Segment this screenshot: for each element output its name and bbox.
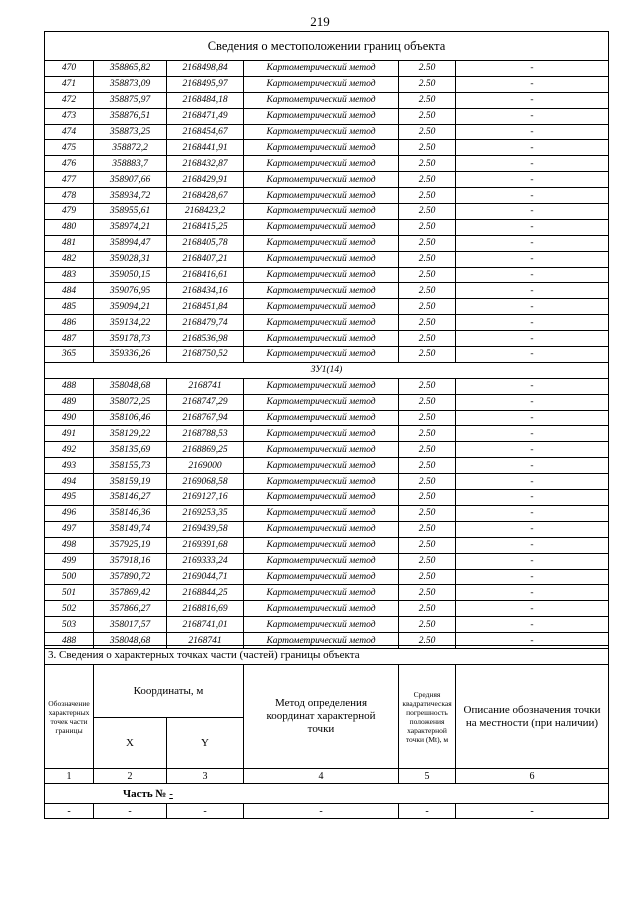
description-cell: - [456,172,609,188]
point-number-cell: 500 [45,569,94,585]
method-cell: Картометрический метод [244,315,399,331]
y-coordinate-cell: 2169391,68 [167,537,244,553]
method-cell: Картометрический метод [244,490,399,506]
method-cell: Картометрический метод [244,410,399,426]
table-row [45,315,609,331]
point-number-cell: 490 [45,410,94,426]
point-number-cell: 491 [45,426,94,442]
table-row [45,585,609,601]
y-coordinate-cell: 2169333,24 [167,553,244,569]
description-cell: - [456,601,609,617]
method-cell: Картометрический метод [244,283,399,299]
x-coordinate-cell: 358159,19 [94,474,167,490]
point-number-cell: 501 [45,585,94,601]
y-coordinate-cell: 2169000 [167,458,244,474]
point-number-cell: 365 [45,347,94,363]
column-number: 1 [45,769,94,784]
description-cell: - [456,315,609,331]
mean-error-cell: 2.50 [399,585,456,601]
part-number-row [45,784,609,804]
x-coordinate-cell: 358048,68 [94,633,167,649]
y-coordinate-cell: 2168741 [167,378,244,394]
table-row [45,617,609,633]
x-coordinate-cell: 358873,25 [94,124,167,140]
method-cell: Картометрический метод [244,331,399,347]
table-row [45,490,609,506]
mean-error-cell: 2.50 [399,521,456,537]
y-coordinate-cell: 2168429,91 [167,172,244,188]
mean-error-cell: 2.50 [399,61,456,77]
y-coordinate-cell: 2168415,25 [167,219,244,235]
x-coordinate-cell: 358876,51 [94,108,167,124]
method-cell: Картометрический метод [244,474,399,490]
table-row [45,410,609,426]
method-cell: Картометрический метод [244,617,399,633]
section-3-title: 3. Сведения о характерных точках части (частей) границы объекта [45,646,609,665]
y-coordinate-cell: 2168405,78 [167,235,244,251]
y-coordinate-cell: 2168451,84 [167,299,244,315]
point-number-cell: 499 [45,553,94,569]
point-number-cell: 494 [45,474,94,490]
x-coordinate-cell: 357866,27 [94,601,167,617]
description-cell: - [456,442,609,458]
description-cell: - [456,347,609,363]
boundary-points-table [44,31,609,649]
point-number-cell: 496 [45,505,94,521]
point-number-cell: 481 [45,235,94,251]
point-number-cell: 495 [45,490,94,506]
mean-error-cell: 2.50 [399,537,456,553]
empty-cell: - [45,804,94,819]
point-number-cell: 497 [45,521,94,537]
mean-error-cell: 2.50 [399,267,456,283]
table-row [45,569,609,585]
description-cell: - [456,633,609,649]
method-cell: Картометрический метод [244,299,399,315]
column-number: 3 [167,769,244,784]
x-coordinate-cell: 357869,42 [94,585,167,601]
x-coordinate-cell: 358907,66 [94,172,167,188]
method-cell: Картометрический метод [244,204,399,220]
method-cell: Картометрический метод [244,442,399,458]
mean-error-cell: 2.50 [399,204,456,220]
method-cell: Картометрический метод [244,521,399,537]
y-coordinate-cell: 2168432,87 [167,156,244,172]
column-number: 6 [456,769,609,784]
y-coordinate-cell: 2168434,16 [167,283,244,299]
method-cell: Картометрический метод [244,347,399,363]
mean-error-cell: 2.50 [399,76,456,92]
y-coordinate-cell: 2168479,74 [167,315,244,331]
method-cell: Картометрический метод [244,92,399,108]
x-coordinate-cell: 359028,31 [94,251,167,267]
empty-cell: - [167,804,244,819]
mean-error-cell: 2.50 [399,331,456,347]
description-cell: - [456,283,609,299]
method-cell: Картометрический метод [244,251,399,267]
point-number-cell: 472 [45,92,94,108]
table-row [45,505,609,521]
point-number-cell: 474 [45,124,94,140]
y-coordinate-cell: 2168441,91 [167,140,244,156]
x-coordinate-cell: 358146,36 [94,505,167,521]
method-cell: Картометрический метод [244,537,399,553]
method-cell: Картометрический метод [244,505,399,521]
empty-cell: - [456,804,609,819]
header-y: Y [167,718,244,769]
y-coordinate-cell: 2168407,21 [167,251,244,267]
description-cell: - [456,474,609,490]
table-row [45,140,609,156]
point-number-cell: 476 [45,156,94,172]
description-cell: - [456,410,609,426]
point-number-cell: 492 [45,442,94,458]
header-mean-error: Средняя квадратическая погрешность положения характерной точки (Мt), м [399,665,456,769]
y-coordinate-cell: 2168869,25 [167,442,244,458]
table-row [45,442,609,458]
description-cell: - [456,458,609,474]
mean-error-cell: 2.50 [399,378,456,394]
x-coordinate-cell: 357918,16 [94,553,167,569]
mean-error-cell: 2.50 [399,426,456,442]
y-coordinate-cell: 2169068,58 [167,474,244,490]
description-cell: - [456,505,609,521]
x-coordinate-cell: 358149,74 [94,521,167,537]
mean-error-cell: 2.50 [399,140,456,156]
y-coordinate-cell: 2168767,94 [167,410,244,426]
point-number-cell: 483 [45,267,94,283]
x-coordinate-cell: 359094,21 [94,299,167,315]
y-coordinate-cell: 2168750,52 [167,347,244,363]
description-cell: - [456,156,609,172]
table-row [45,331,609,347]
point-number-cell: 473 [45,108,94,124]
table-row [45,394,609,410]
y-coordinate-cell: 2168536,98 [167,331,244,347]
point-number-cell: 471 [45,76,94,92]
mean-error-cell: 2.50 [399,299,456,315]
mean-error-cell: 2.50 [399,617,456,633]
description-cell: - [456,267,609,283]
description-cell: - [456,537,609,553]
method-cell: Картометрический метод [244,188,399,204]
point-number-cell: 485 [45,299,94,315]
description-cell: - [456,617,609,633]
mean-error-cell: 2.50 [399,124,456,140]
x-coordinate-cell: 359050,15 [94,267,167,283]
x-coordinate-cell: 357925,19 [94,537,167,553]
table-row [45,299,609,315]
part-label: Часть № [123,787,167,800]
y-coordinate-cell: 2168844,25 [167,585,244,601]
x-coordinate-cell: 358048,68 [94,378,167,394]
x-coordinate-cell: 357890,72 [94,569,167,585]
y-coordinate-cell: 2168741 [167,633,244,649]
table-row [45,458,609,474]
description-cell: - [456,521,609,537]
table-row [45,156,609,172]
table-title: Сведения о местоположении границ объекта [45,32,609,61]
header-point-designation: Обозначение характерных точек части границы [45,665,94,769]
description-cell: - [456,188,609,204]
empty-cell: - [399,804,456,819]
header-coordinates: Координаты, м [94,665,244,718]
table-row [45,601,609,617]
mean-error-cell: 2.50 [399,442,456,458]
point-number-cell: 477 [45,172,94,188]
x-coordinate-cell: 358155,73 [94,458,167,474]
method-cell: Картометрический метод [244,569,399,585]
table-row [45,251,609,267]
description-cell: - [456,569,609,585]
header-description: Описание обозначения точки на местности (при наличии) [456,665,609,769]
table-row [45,76,609,92]
mean-error-cell: 2.50 [399,188,456,204]
method-cell: Картометрический метод [244,267,399,283]
point-number-cell: 475 [45,140,94,156]
point-number-cell: 488 [45,378,94,394]
y-coordinate-cell: 2168747,29 [167,394,244,410]
method-cell: Картометрический метод [244,601,399,617]
x-coordinate-cell: 358875,97 [94,92,167,108]
y-coordinate-cell: 2168416,61 [167,267,244,283]
point-number-cell: 486 [45,315,94,331]
point-number-cell: 493 [45,458,94,474]
description-cell: - [456,394,609,410]
method-cell: Картометрический метод [244,108,399,124]
method-cell: Картометрический метод [244,426,399,442]
method-cell: Картометрический метод [244,124,399,140]
x-coordinate-cell: 358955,61 [94,204,167,220]
description-cell: - [456,219,609,235]
x-coordinate-cell: 358934,72 [94,188,167,204]
x-coordinate-cell: 358017,57 [94,617,167,633]
point-number-cell: 498 [45,537,94,553]
table-row [45,537,609,553]
point-number-cell: 487 [45,331,94,347]
y-coordinate-cell: 2169127,16 [167,490,244,506]
x-coordinate-cell: 359076,95 [94,283,167,299]
point-number-cell: 503 [45,617,94,633]
description-cell: - [456,140,609,156]
y-coordinate-cell: 2168788,53 [167,426,244,442]
x-coordinate-cell: 358135,69 [94,442,167,458]
description-cell: - [456,553,609,569]
table-row [45,61,609,77]
mean-error-cell: 2.50 [399,347,456,363]
description-cell: - [456,251,609,267]
table-row [45,235,609,251]
y-coordinate-cell: 2168423,2 [167,204,244,220]
x-coordinate-cell: 358146,27 [94,490,167,506]
table-row [45,553,609,569]
table-row [45,474,609,490]
point-number-cell: 482 [45,251,94,267]
description-cell: - [456,124,609,140]
x-coordinate-cell: 359134,22 [94,315,167,331]
x-coordinate-cell: 358072,25 [94,394,167,410]
header-method: Метод определения координат характерной точки [244,665,399,769]
table-row [45,521,609,537]
point-number-cell: 480 [45,219,94,235]
mean-error-cell: 2.50 [399,633,456,649]
description-cell: - [456,490,609,506]
method-cell: Картометрический метод [244,235,399,251]
column-number: 4 [244,769,399,784]
column-number: 5 [399,769,456,784]
method-cell: Картометрический метод [244,140,399,156]
table-row [45,219,609,235]
section-row [45,362,609,378]
mean-error-cell: 2.50 [399,394,456,410]
method-cell: Картометрический метод [244,219,399,235]
table-row [45,92,609,108]
mean-error-cell: 2.50 [399,283,456,299]
mean-error-cell: 2.50 [399,172,456,188]
x-coordinate-cell: 359178,73 [94,331,167,347]
x-coordinate-cell: 358873,09 [94,76,167,92]
description-cell: - [456,108,609,124]
table-row [45,124,609,140]
description-cell: - [456,204,609,220]
mean-error-cell: 2.50 [399,410,456,426]
point-number-cell: 489 [45,394,94,410]
empty-cell: - [244,804,399,819]
section-label: ЗУ1(14) [45,362,609,378]
description-cell: - [456,235,609,251]
table-row [45,204,609,220]
point-number-cell: 470 [45,61,94,77]
y-coordinate-cell: 2168454,67 [167,124,244,140]
mean-error-cell: 2.50 [399,251,456,267]
y-coordinate-cell: 2168741,01 [167,617,244,633]
page-number: 219 [310,14,330,29]
description-cell: - [456,585,609,601]
point-number-cell: 484 [45,283,94,299]
table-row [45,426,609,442]
point-number-cell: 479 [45,204,94,220]
mean-error-cell: 2.50 [399,108,456,124]
y-coordinate-cell: 2169439,58 [167,521,244,537]
mean-error-cell: 2.50 [399,219,456,235]
description-cell: - [456,299,609,315]
mean-error-cell: 2.50 [399,156,456,172]
table-row [45,172,609,188]
y-coordinate-cell: 2169253,35 [167,505,244,521]
mean-error-cell: 2.50 [399,601,456,617]
table-row [45,283,609,299]
mean-error-cell: 2.50 [399,505,456,521]
empty-cell: - [94,804,167,819]
mean-error-cell: 2.50 [399,474,456,490]
method-cell: Картометрический метод [244,633,399,649]
mean-error-cell: 2.50 [399,490,456,506]
table-row [45,108,609,124]
part-value: - [169,787,173,800]
point-number-cell: 502 [45,601,94,617]
y-coordinate-cell: 2168484,18 [167,92,244,108]
method-cell: Картометрический метод [244,458,399,474]
description-cell: - [456,426,609,442]
point-number-cell: 488 [45,633,94,649]
mean-error-cell: 2.50 [399,553,456,569]
method-cell: Картометрический метод [244,553,399,569]
x-coordinate-cell: 358865,82 [94,61,167,77]
description-cell: - [456,61,609,77]
point-number-cell: 478 [45,188,94,204]
table-row [45,347,609,363]
table-row [45,378,609,394]
method-cell: Картометрический метод [244,61,399,77]
method-cell: Картометрический метод [244,172,399,188]
y-coordinate-cell: 2168498,84 [167,61,244,77]
header-x: X [94,718,167,769]
method-cell: Картометрический метод [244,156,399,172]
method-cell: Картометрический метод [244,378,399,394]
part-points-table [44,645,609,819]
y-coordinate-cell: 2169044,71 [167,569,244,585]
mean-error-cell: 2.50 [399,315,456,331]
x-coordinate-cell: 358872,2 [94,140,167,156]
x-coordinate-cell: 359336,26 [94,347,167,363]
y-coordinate-cell: 2168428,67 [167,188,244,204]
y-coordinate-cell: 2168471,49 [167,108,244,124]
column-number: 2 [94,769,167,784]
mean-error-cell: 2.50 [399,569,456,585]
x-coordinate-cell: 358883,7 [94,156,167,172]
description-cell: - [456,92,609,108]
mean-error-cell: 2.50 [399,235,456,251]
table-row [45,188,609,204]
description-cell: - [456,76,609,92]
x-coordinate-cell: 358129,22 [94,426,167,442]
x-coordinate-cell: 358106,46 [94,410,167,426]
x-coordinate-cell: 358994,47 [94,235,167,251]
description-cell: - [456,331,609,347]
method-cell: Картометрический метод [244,394,399,410]
mean-error-cell: 2.50 [399,92,456,108]
y-coordinate-cell: 2168816,69 [167,601,244,617]
mean-error-cell: 2.50 [399,458,456,474]
x-coordinate-cell: 358974,21 [94,219,167,235]
y-coordinate-cell: 2168495,97 [167,76,244,92]
description-cell: - [456,378,609,394]
method-cell: Картометрический метод [244,76,399,92]
method-cell: Картометрический метод [244,585,399,601]
table-row [45,267,609,283]
